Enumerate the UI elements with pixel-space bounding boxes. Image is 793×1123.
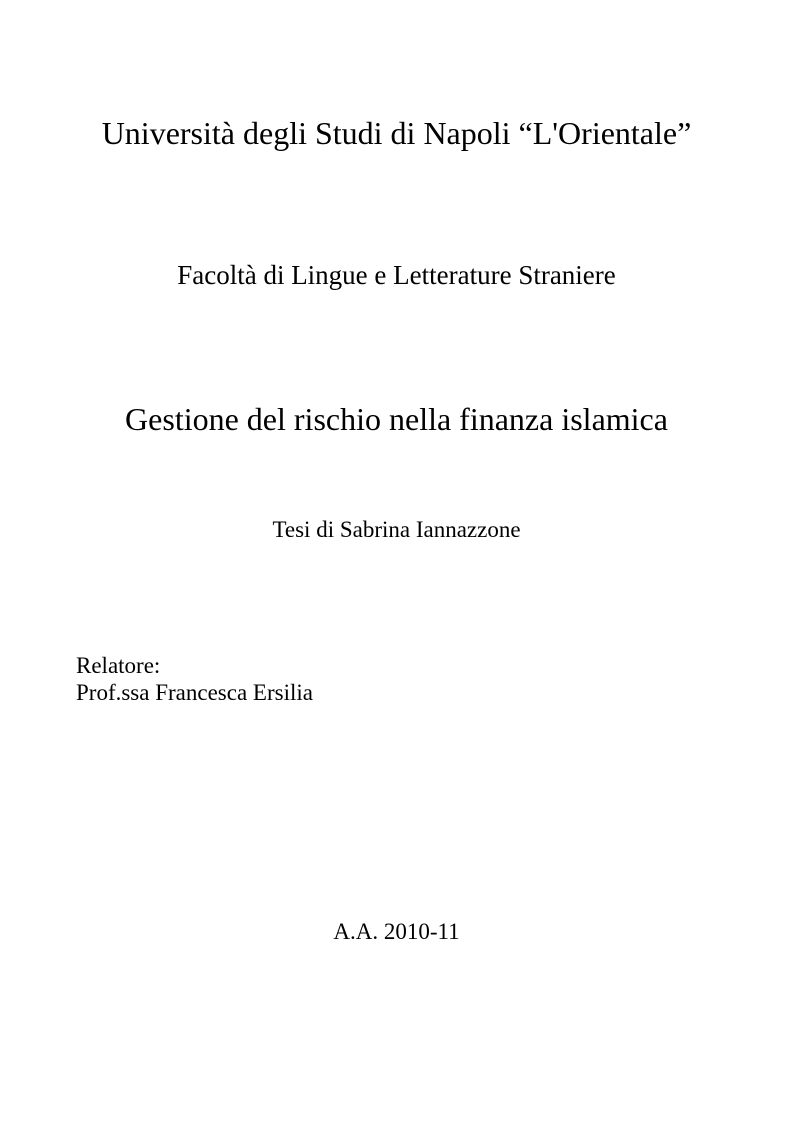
thesis-title: Gestione del rischio nella finanza islamica bbox=[125, 401, 668, 437]
faculty-name: Facoltà di Lingue e Letterature Straniere bbox=[177, 260, 616, 290]
supervisor-name: Prof.ssa Francesca Ersilia bbox=[76, 680, 313, 705]
supervisor-block bbox=[76, 652, 313, 706]
supervisor-label: Relatore: bbox=[76, 653, 161, 678]
author-line: Tesi di Sabrina Iannazzone bbox=[272, 517, 521, 542]
academic-year: A.A. 2010-11 bbox=[333, 919, 460, 944]
university-name: Università degli Studi di Napoli “L'Orientale” bbox=[101, 115, 692, 151]
